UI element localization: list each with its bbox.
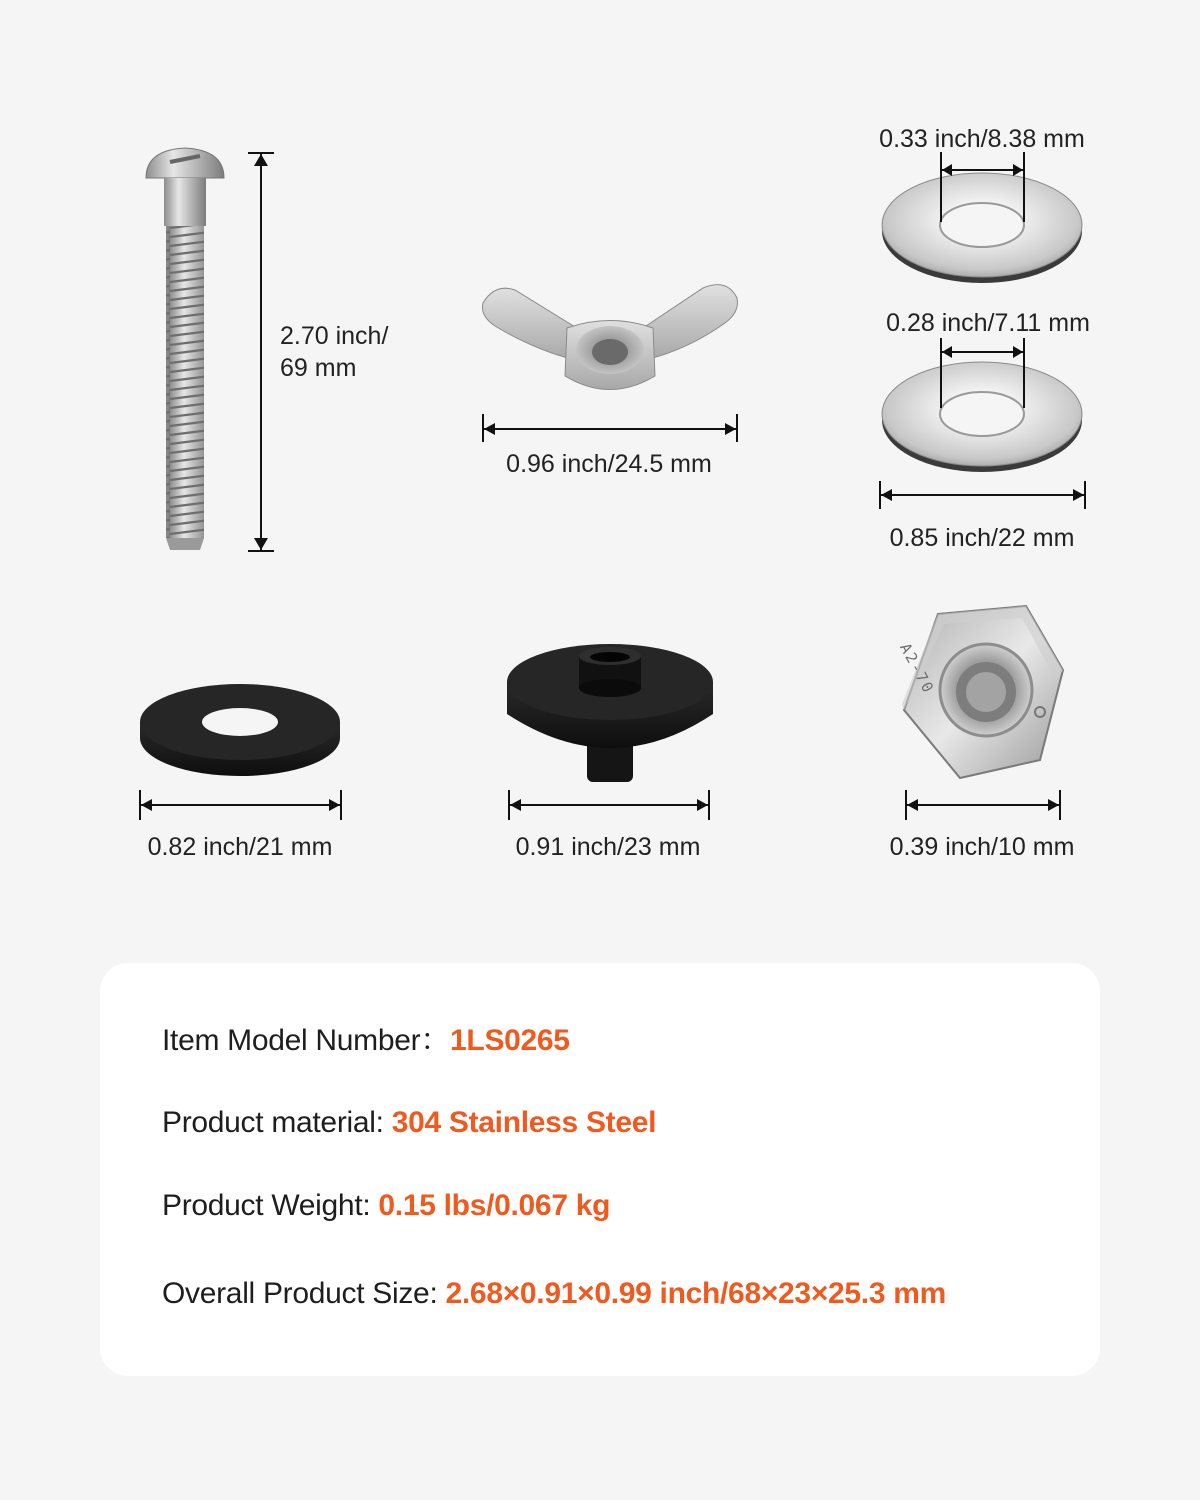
spec-value: 304 Stainless Steel	[391, 1106, 657, 1139]
spec-value: 1LS0265	[450, 1024, 570, 1057]
bolt-length-label: 2.70 inch/ 69 mm	[280, 322, 389, 382]
flanged-bushing-icon	[503, 642, 718, 787]
hex-nut-dimension	[900, 786, 1065, 826]
washer-outer-label: 0.85 inch/22 mm	[889, 524, 1075, 552]
hex-nut-stamp: A2-70	[896, 640, 938, 698]
spec-weight	[162, 1187, 610, 1225]
wing-nut-dimension-line	[475, 410, 745, 450]
spec-overall-size	[162, 1275, 946, 1313]
rubber-washer-icon	[135, 680, 345, 780]
spec-model-number	[162, 1022, 570, 1060]
bolt-icon	[130, 140, 250, 560]
washer-bottom-inner-dimension	[932, 336, 1032, 416]
bolt-dimension-line	[240, 140, 280, 560]
spec-label: Overall Product Size:	[162, 1277, 446, 1310]
spec-material	[162, 1104, 656, 1142]
spec-value: 2.68×0.91×0.99 inch/68×23×25.3 mm	[445, 1277, 947, 1310]
bushing-dimension	[503, 786, 713, 826]
spec-label: Product material:	[162, 1106, 392, 1139]
spec-label: Item Model Number：	[162, 1024, 451, 1057]
hex-nut-label: 0.39 inch/10 mm	[889, 833, 1075, 861]
wing-nut-width-label: 0.96 inch/24.5 mm	[506, 450, 712, 478]
wing-nut-icon	[475, 268, 745, 408]
rubber-washer-label: 0.82 inch/21 mm	[147, 833, 333, 861]
spec-value: 0.15 lbs/0.067 kg	[378, 1189, 611, 1222]
rubber-washer-dimension	[134, 786, 349, 826]
washer-bottom-inner-label: 0.28 inch/7.11 mm	[886, 309, 1090, 337]
washer-bottom-outer-dimension	[874, 475, 1089, 515]
spec-label: Product Weight:	[162, 1189, 379, 1222]
bushing-label: 0.91 inch/23 mm	[515, 833, 701, 861]
washer-top-inner-label: 0.33 inch/8.38 mm	[879, 125, 1085, 153]
washer-top-inner-dimension	[932, 150, 1032, 230]
spec-card	[100, 963, 1100, 1376]
